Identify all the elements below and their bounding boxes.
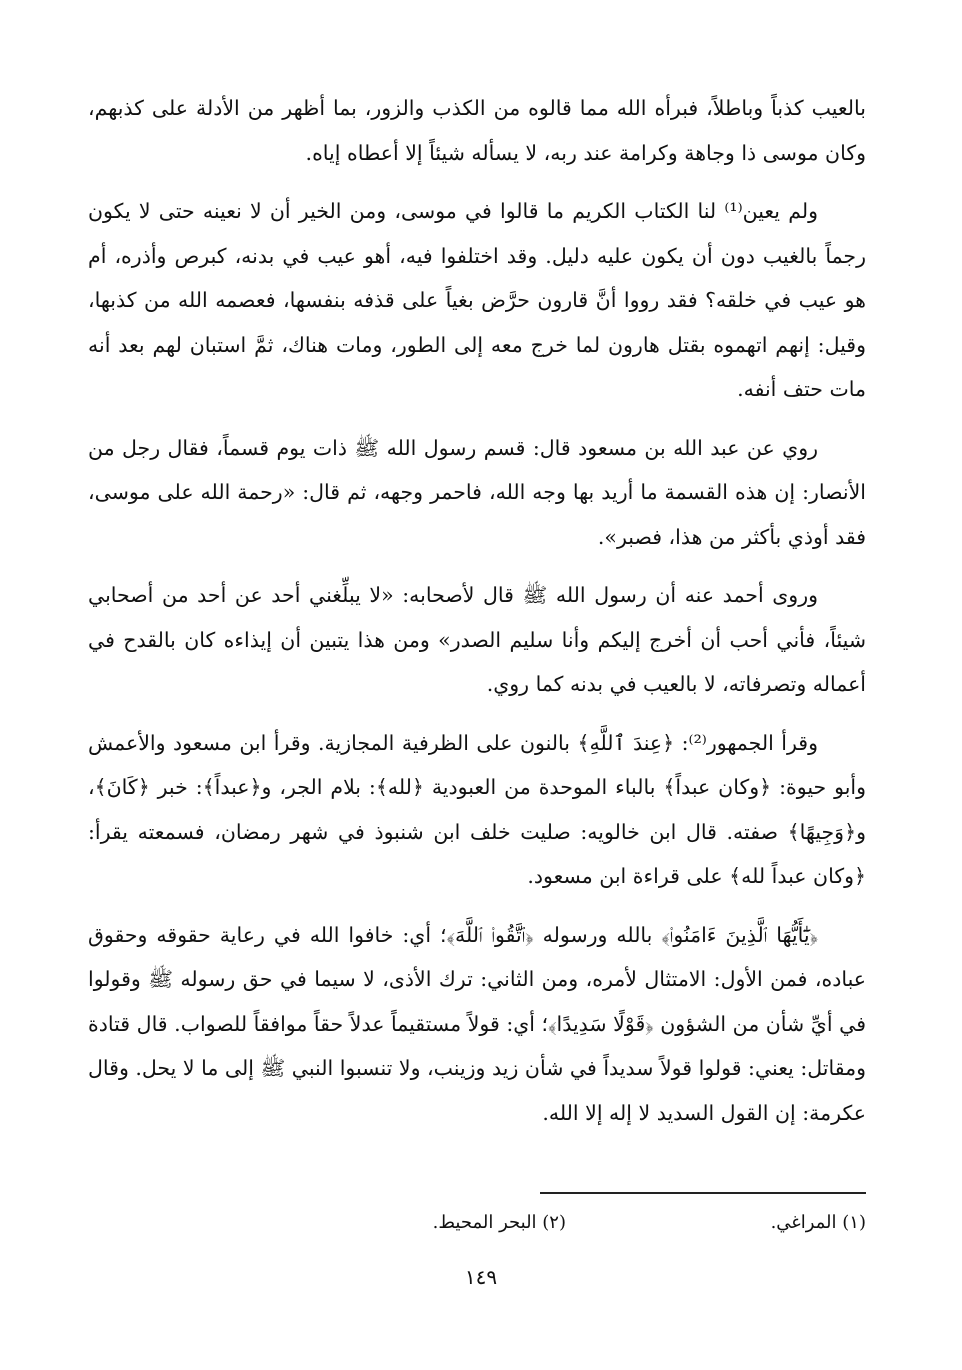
paragraph-2: ولم يعين⁽¹⁾ لنا الكتاب الكريم ما قالوا في موسى، ومن الخير أن لا نعينه حتى لا يكون رجماً بالغيب دون أن يكون عليه دليل. وقد اختلفوا فيه، أهو عيب في بدنه، كبرص وأذره، أم هو عيب في خلقه؟ فقد رووا أنَّ قارون حرَّض بغياً على قذفه بنفسها، فعصمه الله من كذبها، وقيل: إنهم اتهموه بقتل هارون لما خرج معه إلى الطور، ومات هناك، ثمَّ استبان لهم بعد أنه مات حتف أنفه. — [88, 199, 866, 401]
paragraph-4: وروى أحمد عنه أن رسول الله ﷺ قال لأصحابه: «لا يبلِّغني أحد عن أحد من أصحابي شيئاً، فأني أحب أن أخرج إليكم وأنا سليم الصدر» ومن هذا يتبين أن إيذاءه كان بالقدح في أعماله وتصرفاته، لا بالعيب في بدنه كما روي. — [88, 583, 866, 696]
footnote-1: (١) المراغي. — [770, 1212, 866, 1233]
paragraph-6: ﴿يَٰٓأَيُّهَا ٱلَّذِينَ ءَامَنُوا۟﴾ بالله ورسوله ﴿ٱتَّقُوا۟ ٱللَّهَ﴾؛ أي: خافوا الله في رعاية حقوقه وحقوق عباده، فمن الأول: الامتثال لأمره، ومن الثاني: ترك الأذى، لا سيما في حق رسوله ﷺ وقولوا في أيِّ شأن من الشؤون ﴿قَوْلًا سَدِيدًا﴾؛ أي: قولاً مستقيماً عدلاً حقاً موافقاً للصواب. قال قتادة ومقاتل: يعني: قولوا قولاً سديداً في شأن زيد وزينب، ولا تنسبوا النبي ﷺ إلى ما لا يحل. وقال عكرمة: إن القول السديد لا إله إلا الله. — [88, 922, 866, 1125]
paragraph-5: وقرأ الجمهور⁽²⁾: ﴿عِندَ ٱللَّهِ﴾ بالنون على الظرفية المجازية. وقرأ ابن مسعود والأعمش وأبو حيوة: ﴿وكان عبداً﴾ بالباء الموحدة من العبودية ﴿لله﴾: بلام الجر، و﴿عبداً﴾: خبر ﴿كَانَ﴾، و﴿وَجِيهًا﴾ صفته. قال ابن خالويه: صليت خلف ابن شنبوذ في شهر رمضان، فسمعته يقرأ: ﴿وكان عبداً لله﴾ على قراءة ابن مسعود. — [88, 730, 866, 888]
footnote-divider — [540, 1192, 866, 1194]
paragraph-1: بالعيب كذباً وباطلاً، فبرأه الله مما قالوه من الكذب والزور، بما أظهر من الأدلة على كذبهم، وكان موسى ذا وجاهة وكرامة عند ربه، لا يسأله شيئاً إلا أعطاه إياه. — [88, 96, 866, 165]
page-number: ١٤٩ — [464, 1265, 498, 1289]
main-text — [88, 86, 866, 1149]
footnotes — [88, 1208, 866, 1238]
paragraph-3: روي عن عبد الله بن مسعود قال: قسم رسول الله ﷺ ذات يوم قسماً، فقال رجل من الأنصار: إن هذه القسمة ما أريد بها وجه الله، فاحمر وجهه، ثم قال: «رحمة الله على موسى، فقد أوذي بأكثر من هذا، فصبر». — [88, 435, 866, 549]
footnote-2: (٢) البحر المحيط. — [432, 1212, 566, 1233]
